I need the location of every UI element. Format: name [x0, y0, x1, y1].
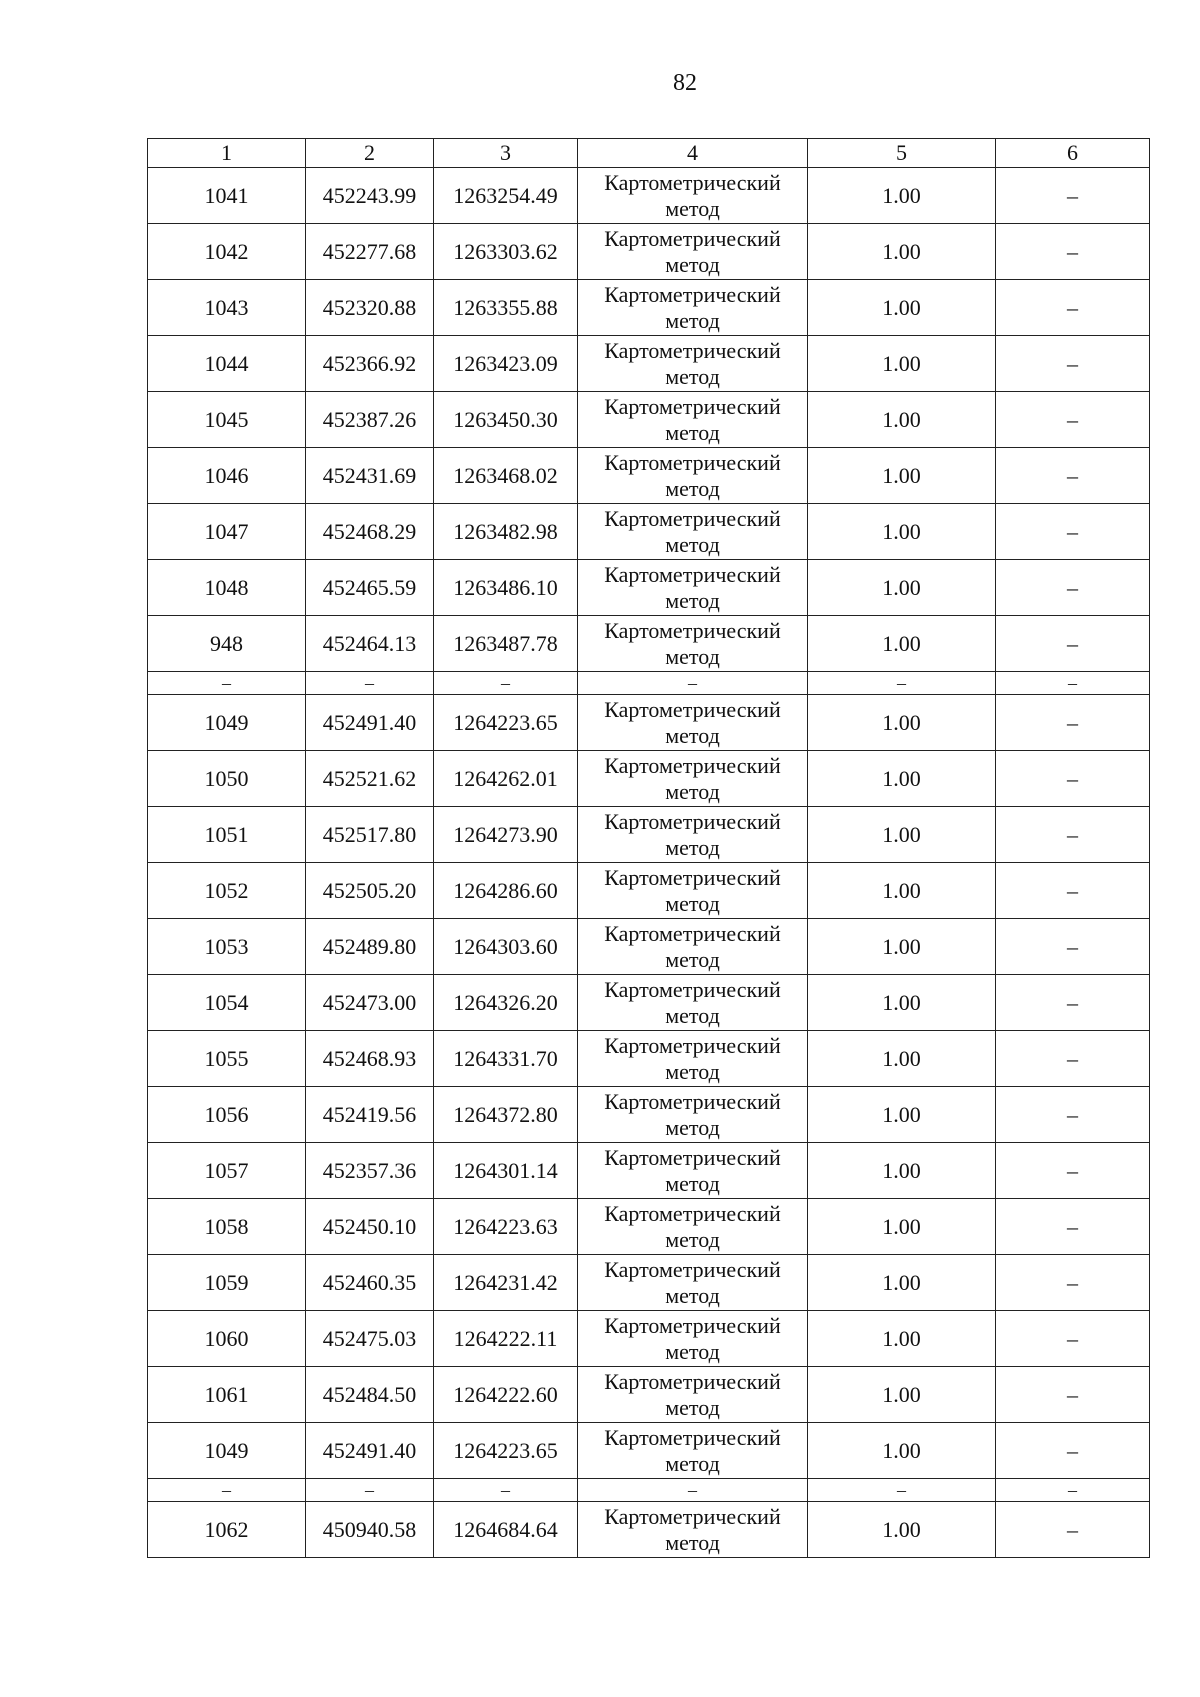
y-coordinate-cell: 1264222.60 — [434, 1367, 578, 1423]
point-number-cell: 1058 — [148, 1199, 306, 1255]
x-coordinate-cell: 452468.29 — [306, 504, 434, 560]
y-coordinate-cell: 1264262.01 — [434, 751, 578, 807]
y-coordinate-cell: – — [434, 1479, 578, 1502]
x-coordinate-cell: 452475.03 — [306, 1311, 434, 1367]
point-number-cell: 1060 — [148, 1311, 306, 1367]
accuracy-cell: 1.00 — [808, 1502, 996, 1558]
x-coordinate-cell: 452465.59 — [306, 560, 434, 616]
table-row — [148, 1502, 1150, 1558]
x-coordinate-cell: 452320.88 — [306, 280, 434, 336]
accuracy-cell: 1.00 — [808, 1087, 996, 1143]
y-coordinate-cell: 1263254.49 — [434, 168, 578, 224]
x-coordinate-cell: 452450.10 — [306, 1199, 434, 1255]
x-coordinate-cell: 452464.13 — [306, 616, 434, 672]
point-number-cell: 1053 — [148, 919, 306, 975]
table-row — [148, 695, 1150, 751]
point-number-cell: – — [148, 1479, 306, 1502]
note-cell: – — [996, 1479, 1150, 1502]
note-cell: – — [996, 695, 1150, 751]
table-row — [148, 280, 1150, 336]
column-header: 1 — [148, 139, 306, 168]
method-cell: – — [578, 1479, 808, 1502]
table-row — [148, 751, 1150, 807]
y-coordinate-cell: 1263450.30 — [434, 392, 578, 448]
x-coordinate-cell: 452505.20 — [306, 863, 434, 919]
accuracy-cell: 1.00 — [808, 224, 996, 280]
y-coordinate-cell: – — [434, 672, 578, 695]
column-header: 6 — [996, 139, 1150, 168]
table-row — [148, 919, 1150, 975]
accuracy-cell: 1.00 — [808, 392, 996, 448]
table-row — [148, 560, 1150, 616]
x-coordinate-cell: 452460.35 — [306, 1255, 434, 1311]
point-number-cell: 1049 — [148, 695, 306, 751]
table-row — [148, 1367, 1150, 1423]
column-header: 5 — [808, 139, 996, 168]
note-cell: – — [996, 280, 1150, 336]
point-number-cell: 1056 — [148, 1087, 306, 1143]
y-coordinate-cell: 1264222.11 — [434, 1311, 578, 1367]
x-coordinate-cell: – — [306, 1479, 434, 1502]
y-coordinate-cell: 1264684.64 — [434, 1502, 578, 1558]
method-cell: Картометрический метод — [578, 1311, 808, 1367]
y-coordinate-cell: 1264301.14 — [434, 1143, 578, 1199]
note-cell: – — [996, 807, 1150, 863]
accuracy-cell: 1.00 — [808, 336, 996, 392]
y-coordinate-cell: 1263487.78 — [434, 616, 578, 672]
method-cell: Картометрический метод — [578, 1087, 808, 1143]
method-cell: Картометрический метод — [578, 975, 808, 1031]
accuracy-cell: 1.00 — [808, 975, 996, 1031]
y-coordinate-cell: 1264273.90 — [434, 807, 578, 863]
coordinates-table — [147, 138, 1150, 1558]
x-coordinate-cell: 452357.36 — [306, 1143, 434, 1199]
point-number-cell: 1041 — [148, 168, 306, 224]
table-row — [148, 975, 1150, 1031]
point-number-cell: 948 — [148, 616, 306, 672]
x-coordinate-cell: 452366.92 — [306, 336, 434, 392]
table-row — [148, 336, 1150, 392]
page-number: 82 — [673, 70, 697, 96]
note-cell: – — [996, 504, 1150, 560]
accuracy-cell: 1.00 — [808, 1143, 996, 1199]
table-row — [148, 863, 1150, 919]
method-cell: Картометрический метод — [578, 336, 808, 392]
x-coordinate-cell: 452431.69 — [306, 448, 434, 504]
note-cell: – — [996, 1143, 1150, 1199]
accuracy-cell: 1.00 — [808, 863, 996, 919]
y-coordinate-cell: 1264303.60 — [434, 919, 578, 975]
note-cell: – — [996, 975, 1150, 1031]
point-number-cell: 1057 — [148, 1143, 306, 1199]
y-coordinate-cell: 1264223.65 — [434, 1423, 578, 1479]
header-row — [148, 139, 1150, 168]
y-coordinate-cell: 1264331.70 — [434, 1031, 578, 1087]
table-row — [148, 392, 1150, 448]
method-cell: Картометрический метод — [578, 504, 808, 560]
note-cell: – — [996, 1367, 1150, 1423]
method-cell: Картометрический метод — [578, 1502, 808, 1558]
point-number-cell: 1062 — [148, 1502, 306, 1558]
point-number-cell: 1044 — [148, 336, 306, 392]
table-row — [148, 616, 1150, 672]
accuracy-cell: 1.00 — [808, 1423, 996, 1479]
y-coordinate-cell: 1264326.20 — [434, 975, 578, 1031]
method-cell: Картометрический метод — [578, 919, 808, 975]
x-coordinate-cell: 452468.93 — [306, 1031, 434, 1087]
accuracy-cell: 1.00 — [808, 280, 996, 336]
x-coordinate-cell: 450940.58 — [306, 1502, 434, 1558]
y-coordinate-cell: 1264223.65 — [434, 695, 578, 751]
y-coordinate-cell: 1263482.98 — [434, 504, 578, 560]
column-header: 3 — [434, 139, 578, 168]
note-cell: – — [996, 672, 1150, 695]
x-coordinate-cell: 452517.80 — [306, 807, 434, 863]
y-coordinate-cell: 1263355.88 — [434, 280, 578, 336]
note-cell: – — [996, 1087, 1150, 1143]
column-header: 2 — [306, 139, 434, 168]
point-number-cell: 1059 — [148, 1255, 306, 1311]
separator-row — [148, 672, 1150, 695]
method-cell: Картометрический метод — [578, 224, 808, 280]
method-cell: Картометрический метод — [578, 168, 808, 224]
method-cell: Картометрический метод — [578, 1367, 808, 1423]
x-coordinate-cell: 452491.40 — [306, 1423, 434, 1479]
method-cell: Картометрический метод — [578, 1423, 808, 1479]
note-cell: – — [996, 1199, 1150, 1255]
x-coordinate-cell: 452277.68 — [306, 224, 434, 280]
method-cell: Картометрический метод — [578, 1031, 808, 1087]
method-cell: Картометрический метод — [578, 616, 808, 672]
table-row — [148, 1031, 1150, 1087]
note-cell: – — [996, 1311, 1150, 1367]
accuracy-cell: 1.00 — [808, 504, 996, 560]
x-coordinate-cell: 452387.26 — [306, 392, 434, 448]
point-number-cell: 1054 — [148, 975, 306, 1031]
method-cell: Картометрический метод — [578, 1143, 808, 1199]
accuracy-cell: 1.00 — [808, 1311, 996, 1367]
note-cell: – — [996, 616, 1150, 672]
accuracy-cell: 1.00 — [808, 616, 996, 672]
point-number-cell: 1042 — [148, 224, 306, 280]
point-number-cell: 1043 — [148, 280, 306, 336]
point-number-cell: 1052 — [148, 863, 306, 919]
y-coordinate-cell: 1264231.42 — [434, 1255, 578, 1311]
point-number-cell: 1045 — [148, 392, 306, 448]
method-cell: Картометрический метод — [578, 280, 808, 336]
accuracy-cell: 1.00 — [808, 695, 996, 751]
table-body — [148, 168, 1150, 1558]
accuracy-cell: 1.00 — [808, 919, 996, 975]
method-cell: Картометрический метод — [578, 807, 808, 863]
table-header — [148, 139, 1150, 168]
point-number-cell: 1048 — [148, 560, 306, 616]
note-cell: – — [996, 224, 1150, 280]
method-cell: – — [578, 672, 808, 695]
note-cell: – — [996, 751, 1150, 807]
y-coordinate-cell: 1263486.10 — [434, 560, 578, 616]
separator-row — [148, 1479, 1150, 1502]
point-number-cell: – — [148, 672, 306, 695]
table-row — [148, 448, 1150, 504]
x-coordinate-cell: 452484.50 — [306, 1367, 434, 1423]
point-number-cell: 1046 — [148, 448, 306, 504]
y-coordinate-cell: 1264372.80 — [434, 1087, 578, 1143]
accuracy-cell: – — [808, 1479, 996, 1502]
table-row — [148, 1087, 1150, 1143]
x-coordinate-cell: 452521.62 — [306, 751, 434, 807]
method-cell: Картометрический метод — [578, 695, 808, 751]
method-cell: Картометрический метод — [578, 560, 808, 616]
table-row — [148, 168, 1150, 224]
table-row — [148, 1255, 1150, 1311]
note-cell: – — [996, 1502, 1150, 1558]
y-coordinate-cell: 1263423.09 — [434, 336, 578, 392]
table-row — [148, 1311, 1150, 1367]
y-coordinate-cell: 1263468.02 — [434, 448, 578, 504]
note-cell: – — [996, 560, 1150, 616]
method-cell: Картометрический метод — [578, 448, 808, 504]
table-row — [148, 1423, 1150, 1479]
y-coordinate-cell: 1263303.62 — [434, 224, 578, 280]
note-cell: – — [996, 336, 1150, 392]
note-cell: – — [996, 919, 1150, 975]
point-number-cell: 1061 — [148, 1367, 306, 1423]
table-row — [148, 1143, 1150, 1199]
point-number-cell: 1050 — [148, 751, 306, 807]
x-coordinate-cell: 452419.56 — [306, 1087, 434, 1143]
note-cell: – — [996, 863, 1150, 919]
method-cell: Картометрический метод — [578, 1199, 808, 1255]
accuracy-cell: 1.00 — [808, 560, 996, 616]
y-coordinate-cell: 1264286.60 — [434, 863, 578, 919]
x-coordinate-cell: 452491.40 — [306, 695, 434, 751]
method-cell: Картометрический метод — [578, 863, 808, 919]
accuracy-cell: 1.00 — [808, 168, 996, 224]
point-number-cell: 1055 — [148, 1031, 306, 1087]
table-row — [148, 1199, 1150, 1255]
method-cell: Картометрический метод — [578, 751, 808, 807]
note-cell: – — [996, 1423, 1150, 1479]
method-cell: Картометрический метод — [578, 392, 808, 448]
accuracy-cell: 1.00 — [808, 1367, 996, 1423]
table-row — [148, 224, 1150, 280]
x-coordinate-cell: 452489.80 — [306, 919, 434, 975]
accuracy-cell: 1.00 — [808, 1255, 996, 1311]
y-coordinate-cell: 1264223.63 — [434, 1199, 578, 1255]
accuracy-cell: 1.00 — [808, 1199, 996, 1255]
x-coordinate-cell: 452243.99 — [306, 168, 434, 224]
note-cell: – — [996, 1031, 1150, 1087]
point-number-cell: 1051 — [148, 807, 306, 863]
column-header: 4 — [578, 139, 808, 168]
accuracy-cell: 1.00 — [808, 448, 996, 504]
accuracy-cell: 1.00 — [808, 1031, 996, 1087]
x-coordinate-cell: – — [306, 672, 434, 695]
x-coordinate-cell: 452473.00 — [306, 975, 434, 1031]
note-cell: – — [996, 392, 1150, 448]
accuracy-cell: – — [808, 672, 996, 695]
note-cell: – — [996, 1255, 1150, 1311]
point-number-cell: 1049 — [148, 1423, 306, 1479]
table-row — [148, 807, 1150, 863]
accuracy-cell: 1.00 — [808, 751, 996, 807]
note-cell: – — [996, 448, 1150, 504]
point-number-cell: 1047 — [148, 504, 306, 560]
note-cell: – — [996, 168, 1150, 224]
table-row — [148, 504, 1150, 560]
accuracy-cell: 1.00 — [808, 807, 996, 863]
method-cell: Картометрический метод — [578, 1255, 808, 1311]
